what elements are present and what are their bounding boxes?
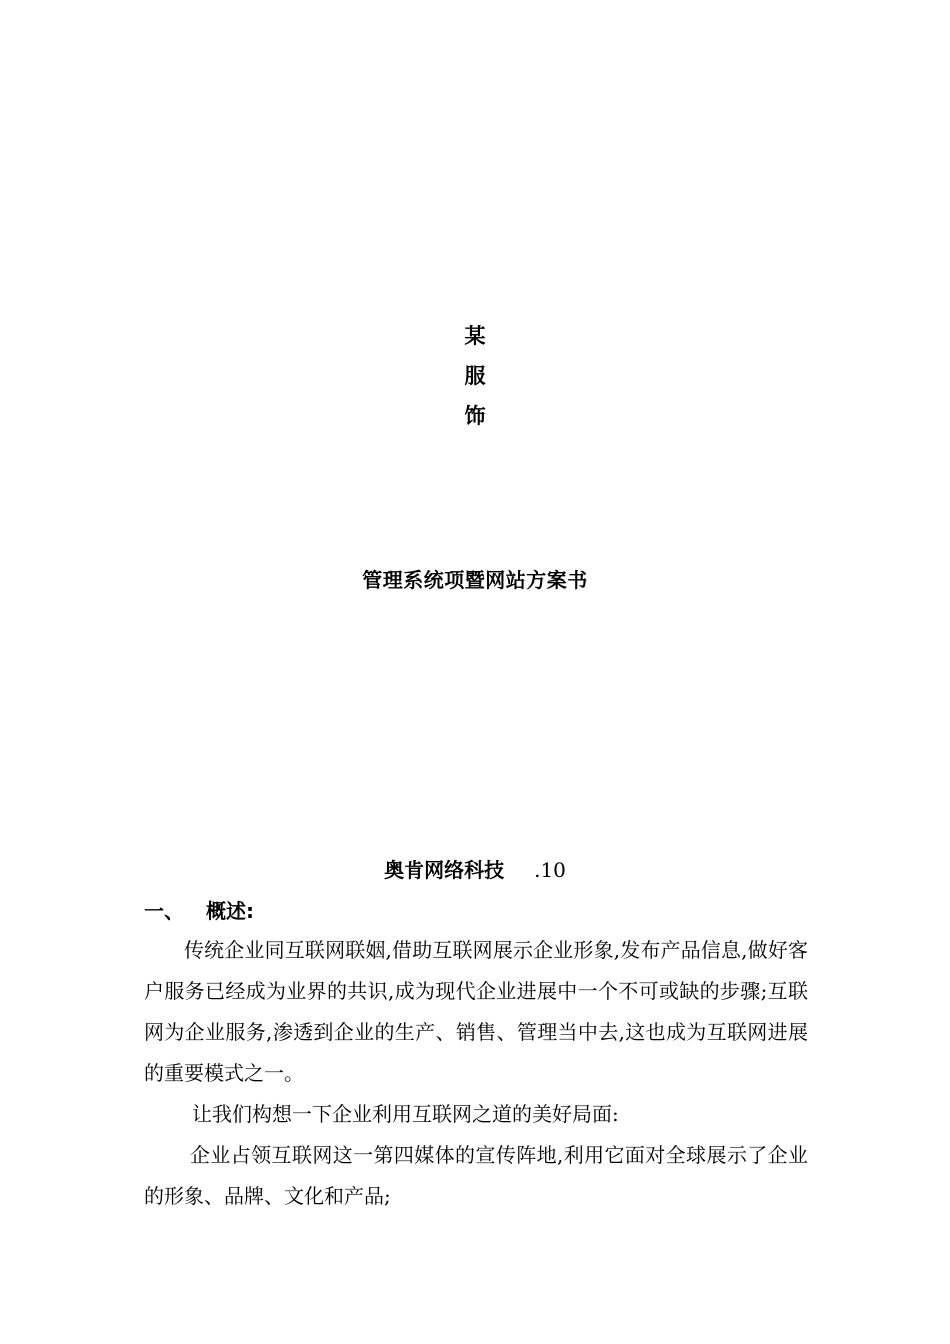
paragraph-intro: 传统企业同互联网联姻,借助互联网展示企业形象,发布产品信息,做好客户服务已经成为业界的共识,成为现代企业进展中一个不可或缺的步骤;互联网为企业服务,渗透到企业的生产、销售、管理当中去,这也成为互联网进展的重要模式之一。 xyxy=(144,938,808,1085)
cover-date: .10 xyxy=(534,858,566,882)
paragraph-vision: 让我们构想一下企业利用互联网之道的美好局面: xyxy=(192,1102,619,1126)
cover-subtitle: 管理系统项暨网站方案书 xyxy=(362,568,588,592)
cover-title-char: 服 xyxy=(464,364,486,388)
section-title: 概述: xyxy=(206,899,254,923)
cover-title-char: 饰 xyxy=(464,404,486,428)
cover-title-char: 某 xyxy=(464,324,486,348)
company-name: 奥肯网络科技 xyxy=(384,858,505,882)
section-heading xyxy=(144,896,254,926)
cover-title xyxy=(0,316,950,436)
section-number: 一、 xyxy=(144,899,184,923)
paragraph-media: 企业占领互联网这一第四媒体的宣传阵地,利用它面对全球展示了企业的形象、品牌、文化和产品; xyxy=(144,1143,808,1208)
cover-company-line xyxy=(0,855,950,885)
